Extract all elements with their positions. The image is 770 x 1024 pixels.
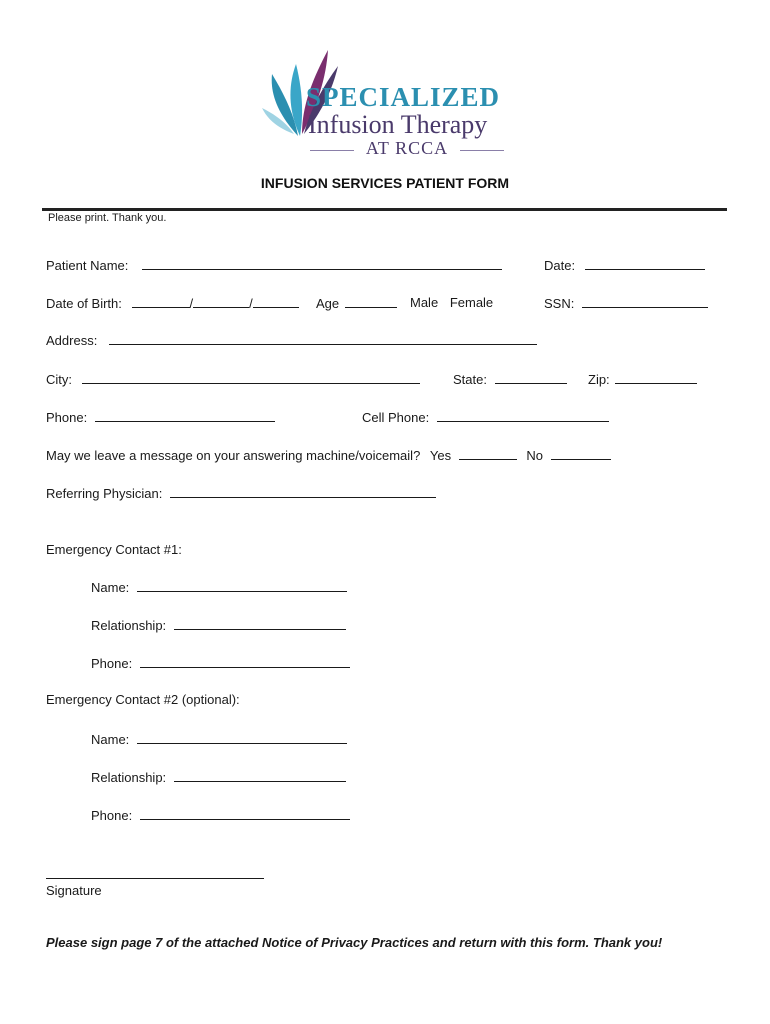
- phone-field: [46, 409, 275, 426]
- logo: [258, 44, 518, 162]
- ssn-input[interactable]: [582, 295, 708, 308]
- sex-field: [410, 295, 493, 311]
- dob-month-input[interactable]: [132, 295, 190, 308]
- city-input[interactable]: [82, 371, 420, 384]
- ssn-label: SSN:: [544, 296, 575, 311]
- dob-year-input[interactable]: [253, 295, 299, 308]
- emergency-1-relationship-input[interactable]: [174, 617, 346, 630]
- emergency-2-phone-field: [91, 807, 350, 824]
- emergency-2-name-input[interactable]: [137, 731, 347, 744]
- emergency-1-phone-input[interactable]: [140, 655, 350, 668]
- voicemail-no-input[interactable]: [551, 447, 611, 460]
- voicemail-question: May we leave a message on your answering machine/voicemail?: [46, 448, 421, 463]
- print-instruction: Please print. Thank you.: [48, 212, 167, 224]
- city-label: City:: [46, 372, 72, 387]
- date-field: [544, 257, 705, 274]
- phone-label: Phone:: [46, 410, 88, 425]
- patient-name-field: [46, 257, 502, 274]
- emergency-2-relationship-field: [91, 769, 346, 786]
- referring-physician-input[interactable]: [170, 485, 436, 498]
- phone-input[interactable]: [95, 409, 275, 422]
- emergency-1-relationship-label: Relationship:: [91, 618, 167, 633]
- signature-line[interactable]: [46, 864, 264, 879]
- title-divider: [42, 208, 727, 211]
- emergency-2-name-field: [91, 731, 347, 748]
- date-label: Date:: [544, 258, 576, 273]
- zip-label: Zip:: [588, 372, 610, 387]
- form-title: INFUSION SERVICES PATIENT FORM: [260, 175, 510, 191]
- logo-text-specialized: SPECIALIZED: [306, 82, 501, 112]
- patient-name-label: Patient Name:: [46, 258, 129, 273]
- emergency-2-name-label: Name:: [91, 732, 130, 747]
- referring-physician-label: Referring Physician:: [46, 486, 163, 501]
- voicemail-field: [46, 447, 611, 464]
- emergency-1-name-label: Name:: [91, 580, 130, 595]
- emergency-1-phone-field: [91, 655, 350, 672]
- state-label: State:: [453, 372, 487, 387]
- emergency-2-relationship-input[interactable]: [174, 769, 346, 782]
- emergency-2-phone-input[interactable]: [140, 807, 350, 820]
- age-input[interactable]: [345, 295, 397, 308]
- dob-label: Date of Birth:: [46, 296, 122, 311]
- logo-text-rcca: AT RCCA: [365, 138, 449, 158]
- state-field: [453, 371, 567, 388]
- voicemail-yes-input[interactable]: [459, 447, 517, 460]
- male-option[interactable]: Male: [410, 295, 439, 310]
- logo-text-infusion: Infusion Therapy: [308, 110, 488, 139]
- emergency-1-name-input[interactable]: [137, 579, 347, 592]
- zip-field: [588, 371, 697, 388]
- dob-separator: /: [189, 296, 194, 311]
- dob-day-input[interactable]: [193, 295, 249, 308]
- emergency-1-name-field: [91, 579, 347, 596]
- emergency-1-phone-label: Phone:: [91, 656, 133, 671]
- age-field: [316, 295, 397, 312]
- emergency-1-relationship-field: [91, 617, 346, 634]
- emergency-2-relationship-label: Relationship:: [91, 770, 167, 785]
- cell-phone-label: Cell Phone:: [362, 410, 430, 425]
- voicemail-yes-label: Yes: [429, 448, 452, 463]
- signature-label: Signature: [46, 883, 102, 898]
- cell-phone-field: [362, 409, 609, 426]
- address-field: [46, 332, 537, 349]
- logo-rule-right: [460, 150, 504, 151]
- address-input[interactable]: [109, 332, 537, 345]
- zip-input[interactable]: [615, 371, 697, 384]
- cell-phone-input[interactable]: [437, 409, 609, 422]
- date-input[interactable]: [585, 257, 705, 270]
- referring-physician-field: [46, 485, 436, 502]
- privacy-notice: Please sign page 7 of the attached Notice of Privacy Practices and return with this form. Thank you!: [46, 935, 663, 950]
- emergency-2-phone-label: Phone:: [91, 808, 133, 823]
- ssn-field: [544, 295, 708, 312]
- address-label: Address:: [46, 333, 98, 348]
- dob-field: [46, 295, 299, 312]
- patient-name-input[interactable]: [142, 257, 502, 270]
- emergency-contact-2-heading: Emergency Contact #2 (optional):: [46, 692, 240, 707]
- state-input[interactable]: [495, 371, 567, 384]
- emergency-contact-1-heading: Emergency Contact #1:: [46, 542, 182, 557]
- voicemail-no-label: No: [526, 448, 544, 463]
- female-option[interactable]: Female: [449, 295, 494, 310]
- age-label: Age: [316, 296, 340, 311]
- city-field: [46, 371, 420, 388]
- dob-separator: /: [249, 296, 253, 311]
